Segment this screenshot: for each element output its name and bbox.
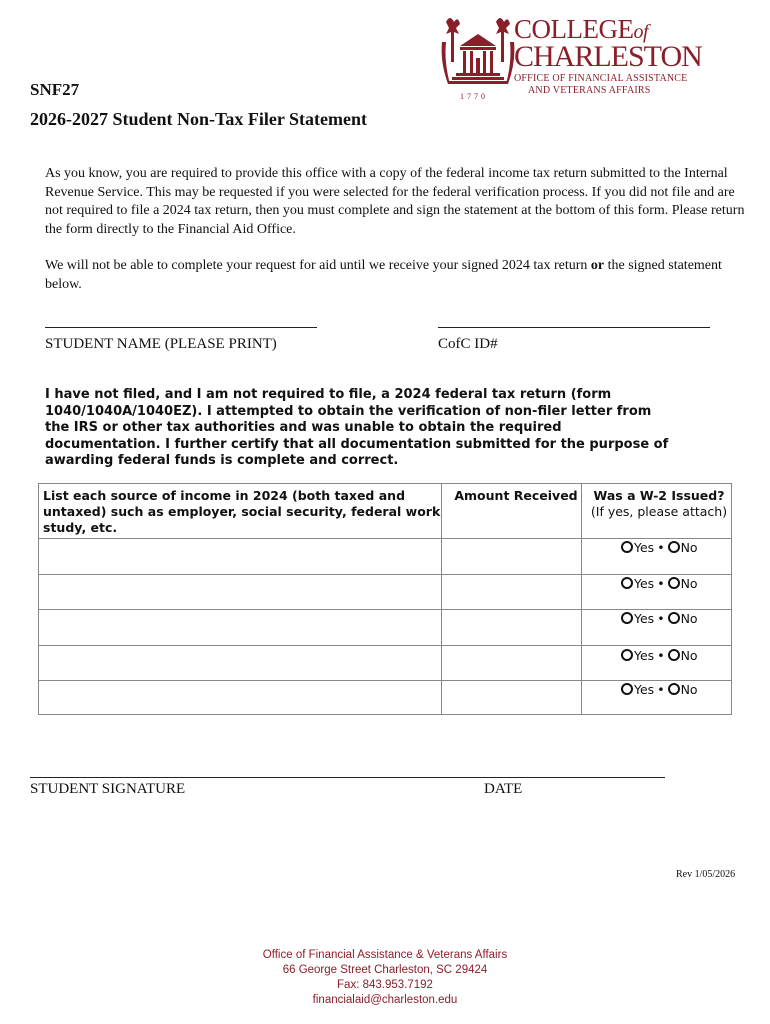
yes-radio[interactable] (621, 541, 633, 553)
yes-radio[interactable] (621, 577, 633, 589)
logo-charleston-text: CHARLESTON (514, 40, 702, 73)
footer-office: Office of Financial Assistance & Veterans Affairs (262, 949, 508, 961)
certification-statement: I have not filed, and I am not required to file, a 2024 federal tax return (form 1040/1040A/1040EZ). I attempted to obtain the verification of non-filer letter from the IRS or other tax authorities and was unable to obtain the required documentation. I further certify that all documentation submitted for the purpose of awarding federal funds is complete and correct. (45, 387, 669, 468)
revision-date: Rev 1/05/2026 (676, 869, 736, 880)
w2-choice-row-2: Yes • No (621, 576, 698, 591)
table-row-divider (39, 645, 731, 646)
w2-issued-title: Was a W-2 Issued? (593, 488, 725, 503)
emphasis-or: or (590, 258, 605, 273)
logo-college-text: COLLEGEof (514, 14, 649, 44)
college-logo (438, 12, 702, 101)
student-name-field[interactable] (45, 327, 317, 328)
table-row-divider (39, 538, 731, 539)
logo-dept-line1: OFFICE OF FINANCIAL ASSISTANCE (514, 73, 688, 84)
yes-radio[interactable] (621, 649, 633, 661)
cofc-id-field[interactable] (438, 327, 710, 328)
w2-choice-row-4: Yes • No (621, 648, 698, 663)
table-row-divider (39, 680, 731, 681)
no-radio[interactable] (668, 683, 680, 695)
form-code: SNF27 (30, 80, 80, 99)
building-icon (438, 12, 518, 100)
student-signature-label: STUDENT SIGNATURE (30, 781, 186, 797)
footer-email[interactable]: financialaid@charleston.edu (312, 994, 458, 1006)
w2-choice-row-1: Yes • No (621, 540, 698, 555)
table-row-divider (39, 574, 731, 575)
table-row-divider (39, 609, 731, 610)
intro-paragraph-1: As you know, you are required to provide this office with a copy of the federal income tax return submitted to the Internal Revenue Service. This may be requested if you were selected for the federal verification process. If you did not file and are not required to file a 2024 tax return, then you must complete and sign the statement at the bottom of this form. Please return the form directly to the Financial Aid Office. (45, 166, 745, 237)
date-label: DATE (484, 781, 523, 797)
yes-radio[interactable] (621, 683, 633, 695)
logo-dept-line2: AND VETERANS AFFAIRS (528, 85, 651, 96)
no-radio[interactable] (668, 612, 680, 624)
footer-address: 66 George Street Charleston, SC 29424 (282, 964, 488, 976)
w2-choice-row-5: Yes • No (621, 682, 698, 697)
cofc-id-label: CofC ID# (438, 336, 498, 352)
no-radio[interactable] (668, 577, 680, 589)
page-title: 2026-2027 Student Non-Tax Filer Statement (30, 109, 367, 129)
intro-paragraph-2: We will not be able to complete your request for aid until we receive your signed 2024 tax return or the signed statement below. (45, 258, 722, 292)
amount-received-header: Amount Received (454, 488, 578, 503)
footer-fax: Fax: 843.953.7192 (337, 979, 433, 991)
w2-issued-subtitle: (If yes, please attach) (590, 504, 728, 519)
student-name-label: STUDENT NAME (PLEASE PRINT) (45, 336, 277, 352)
yes-radio[interactable] (621, 612, 633, 624)
student-signature-field[interactable] (30, 777, 665, 778)
no-radio[interactable] (668, 649, 680, 661)
no-radio[interactable] (668, 541, 680, 553)
income-table (38, 483, 732, 715)
income-source-header: List each source of income in 2024 (both taxed and untaxed) such as employer, social security, federal work study, etc. (43, 488, 441, 535)
w2-issued-header (587, 488, 731, 520)
logo-of-text: of (633, 21, 649, 43)
footer (0, 948, 770, 1008)
w2-choice-row-3: Yes • No (621, 611, 698, 626)
logo-year: 1770 (460, 92, 488, 101)
